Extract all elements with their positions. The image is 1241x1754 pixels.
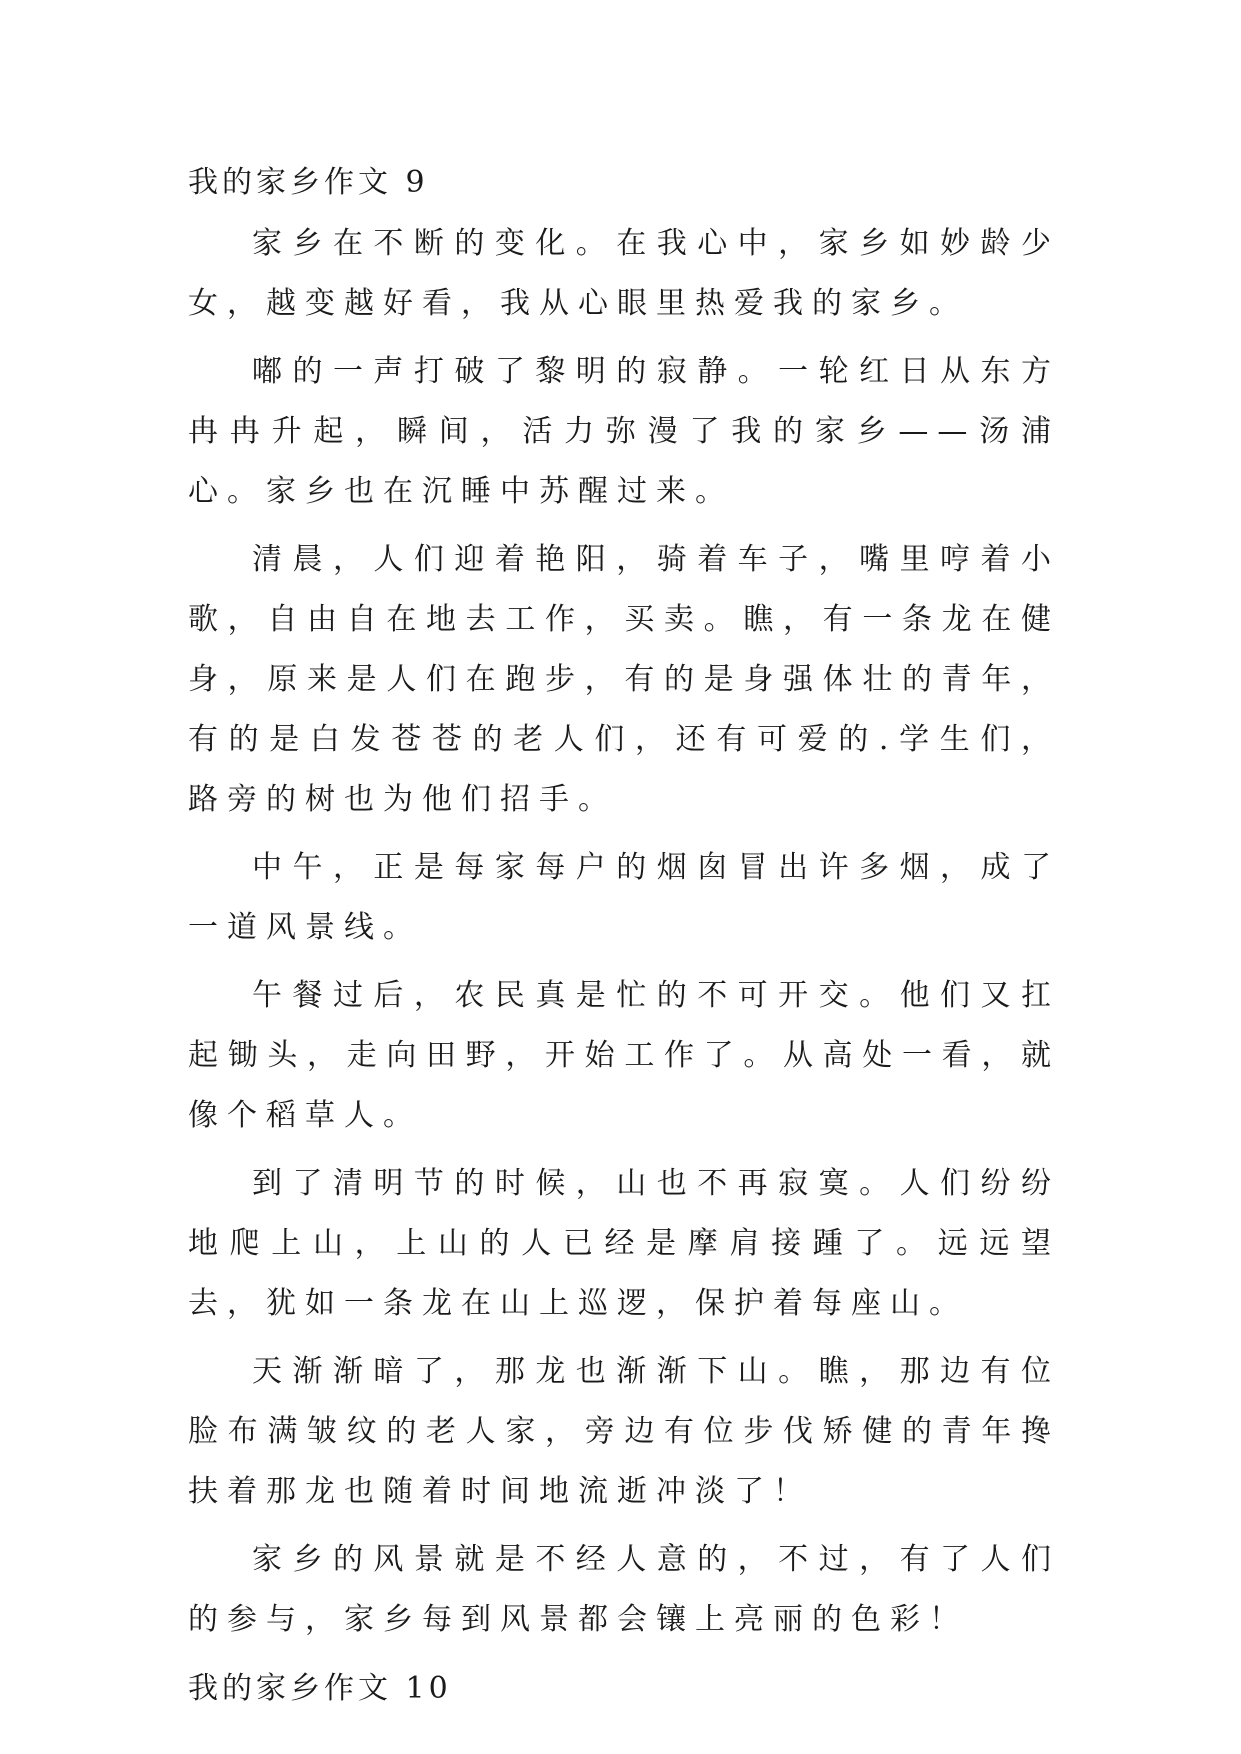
paragraph: 中午，正是每家每户的烟囱冒出许多烟，成了一道风景线。	[188, 850, 1060, 945]
document-page	[188, 152, 1060, 1720]
paragraph: 天渐渐暗了，那龙也渐渐下山。瞧，那边有位脸布满皱纹的老人家，旁边有位步伐矫健的青年搀扶着那龙也随着时间地流逝冲淡了！	[188, 1354, 1060, 1509]
paragraph: 家乡的风景就是不经人意的，不过，有了人们的参与，家乡每到风景都会镶上亮丽的色彩！	[188, 1542, 1060, 1637]
essay-heading-10: 我的家乡作文 10	[188, 1671, 452, 1706]
paragraph: 午餐过后，农民真是忙的不可开交。他们又扛起锄头，走向田野，开始工作了。从高处一看，就像个稻草人。	[188, 978, 1060, 1133]
paragraph: 嘟的一声打破了黎明的寂静。一轮红日从东方冉冉升起，瞬间，活力弥漫了我的家乡——汤浦心。家乡也在沉睡中苏醒过来。	[188, 354, 1060, 509]
essay-heading-9: 我的家乡作文 9	[188, 165, 429, 200]
paragraph: 家乡在不断的变化。在我心中，家乡如妙龄少女，越变越好看，我从心眼里热爱我的家乡。	[188, 226, 1060, 321]
paragraph: 清晨，人们迎着艳阳，骑着车子，嘴里哼着小歌，自由自在地去工作，买卖。瞧，有一条龙在健身，原来是人们在跑步，有的是身强体壮的青年，有的是白发苍苍的老人们，还有可爱的.学生们，路旁的树也为他们招手。	[188, 542, 1060, 817]
paragraph: 到了清明节的时候，山也不再寂寞。人们纷纷地爬上山，上山的人已经是摩肩接踵了。远远望去，犹如一条龙在山上巡逻，保护着每座山。	[188, 1166, 1060, 1321]
